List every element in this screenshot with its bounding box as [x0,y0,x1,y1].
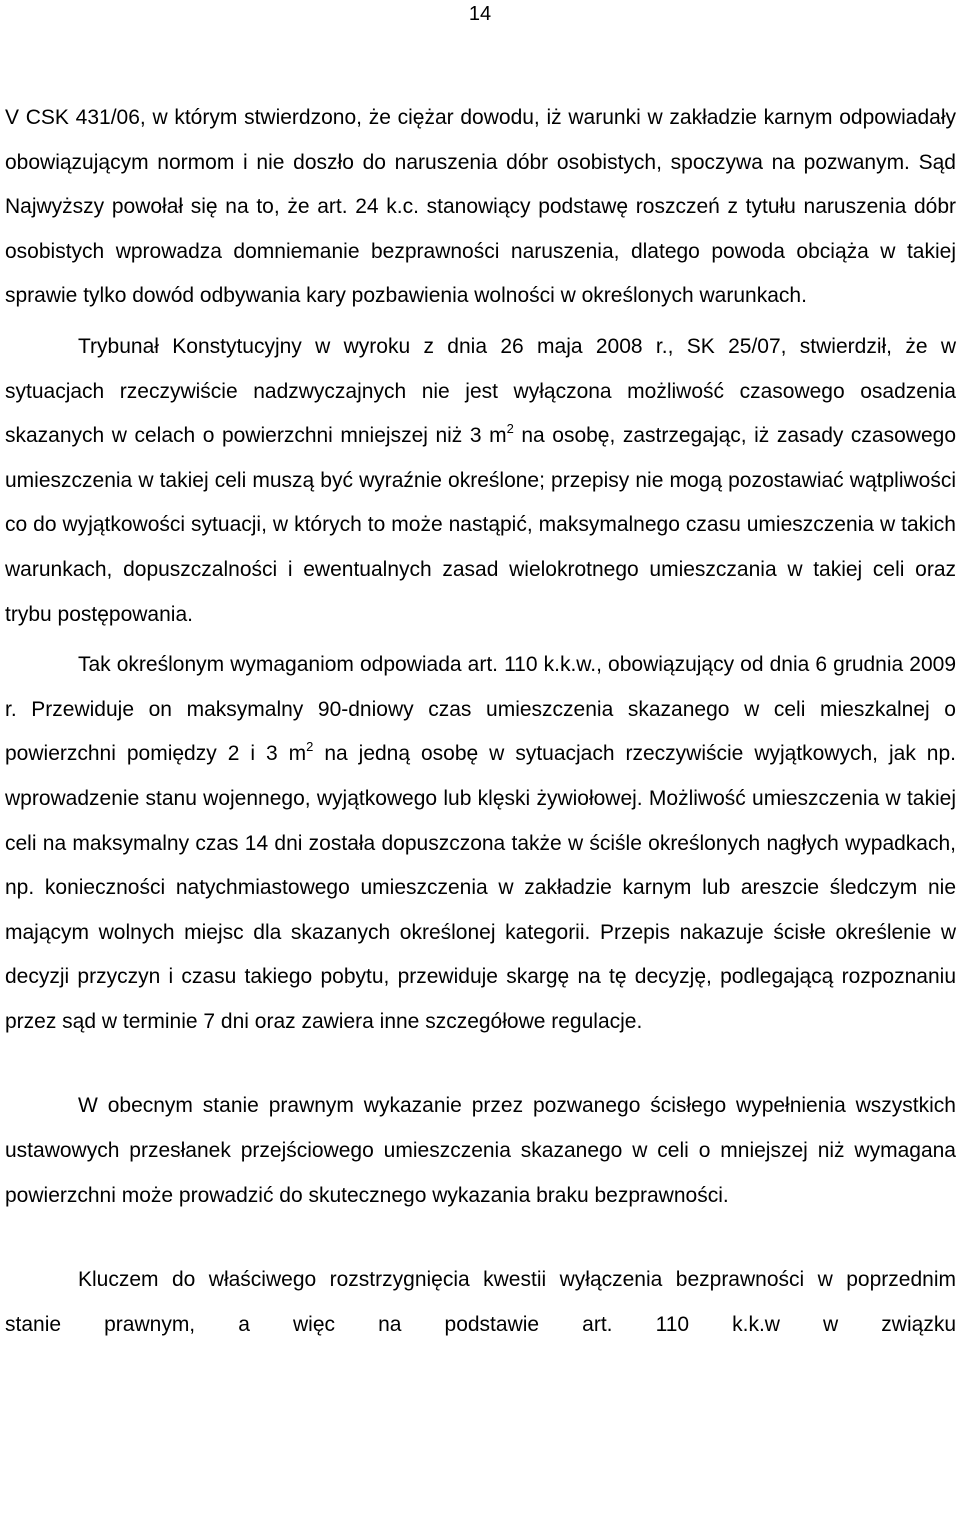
paragraph-text: na jedną osobę w sytuacjach rzeczywiście wyjątkowych, jak np. wprowadzenie stanu wojennego, wyjątkowego lub klęski żywiołowej. Możliwość umieszczenia w takiej celi na maksymalny czas 14 dni została dopuszczona także w ściśle określonych nagłych wypadkach, np. konieczności natychmiastowego umieszczenia w zakładzie karnym lub areszcie śledczym nie mającym wolnych miejsc dla skazanych określonej kategorii. Przepis nakazuje ścisłe określenie w decyzji przyczyn i czasu takiego pobytu, przewiduje skargę na tę decyzję, podlegającą rozpoznaniu przez sąd w terminie 7 dni oraz zawiera inne szczegółowe regulacje. [5,742,956,1033]
paragraph-text: Tak określonym wymaganiom odpowiada art. 110 k.k.w., obowiązujący od dnia 6 grudnia 2009 r. Przewiduje on maksymalny 90-dniowy czas umieszczenia skazanego w celi mieszkalnej o powierzchni pomiędzy 2 i 3 m [5,653,956,766]
paragraph-key-resolution: Kluczem do właściwego rozstrzygnięcia kwestii wyłączenia bezprawności w poprzednim stanie prawnym, a więc na podstawie art. 110 k.k.w w związku [5,1268,956,1336]
paragraph-current-legal-state: W obecnym stanie prawnym wykazanie przez pozwanego ścisłego wypełnienia wszystkich ustawowych przesłanek przejściowego umieszczenia skazanego w celi o mniejszej niż wymagana powierzchni może prowadzić do skutecznego wykazania braku bezprawności. [5,1094,956,1207]
paragraph-text: Trybunał Konstytucyjny w wyroku z dnia 26 maja 2008 r., SK 25/07, stwierdził, że w sytuacjach rzeczywiście nadzwyczajnych nie jest wyłączona możliwość czasowego osadzenia skazanych w celach o powierzchni mniejszej niż 3 m [5,334,956,448]
page-number: 14 [468,3,492,25]
paragraph-text: na osobę, zastrzegając, iż zasady czasowego umieszczenia w takiej celi muszą być wyraźnie określone; przepisy nie mogą pozostawiać wątpliwości co do wyjątkowości sytuacji, w których to może nastąpić, maksymalnego czasu umieszczenia w takich warunkach, dopuszczalności i ewentualnych zasad wielokrotnego umieszczania w takiej celi oraz trybu postępowania. [5,424,956,626]
square-unit-superscript: 2 [306,739,314,755]
paragraph-case-v-csk: V CSK 431/06, w którym stwierdzono, że ciężar dowodu, iż warunki w zakładzie karnym odpowiadały obowiązującym normom i nie doszło do naruszenia dóbr osobistych, spoczywa na pozwanym. Sąd Najwyższy powołał się na to, że art. 24 k.c. stanowiący podstawę roszczeń z tytułu naruszenia dóbr osobistych wprowadza domniemanie bezprawności naruszenia, dlatego powoda obciąża w takiej sprawie tylko dowód odbywania kary pozbawienia wolności w określonych warunkach. [5,106,956,308]
document-body [5,96,956,1347]
square-unit-superscript: 2 [506,421,514,437]
paragraph-constitutional-tribunal [5,325,956,637]
paragraph-art-110-kkw [5,643,956,1044]
